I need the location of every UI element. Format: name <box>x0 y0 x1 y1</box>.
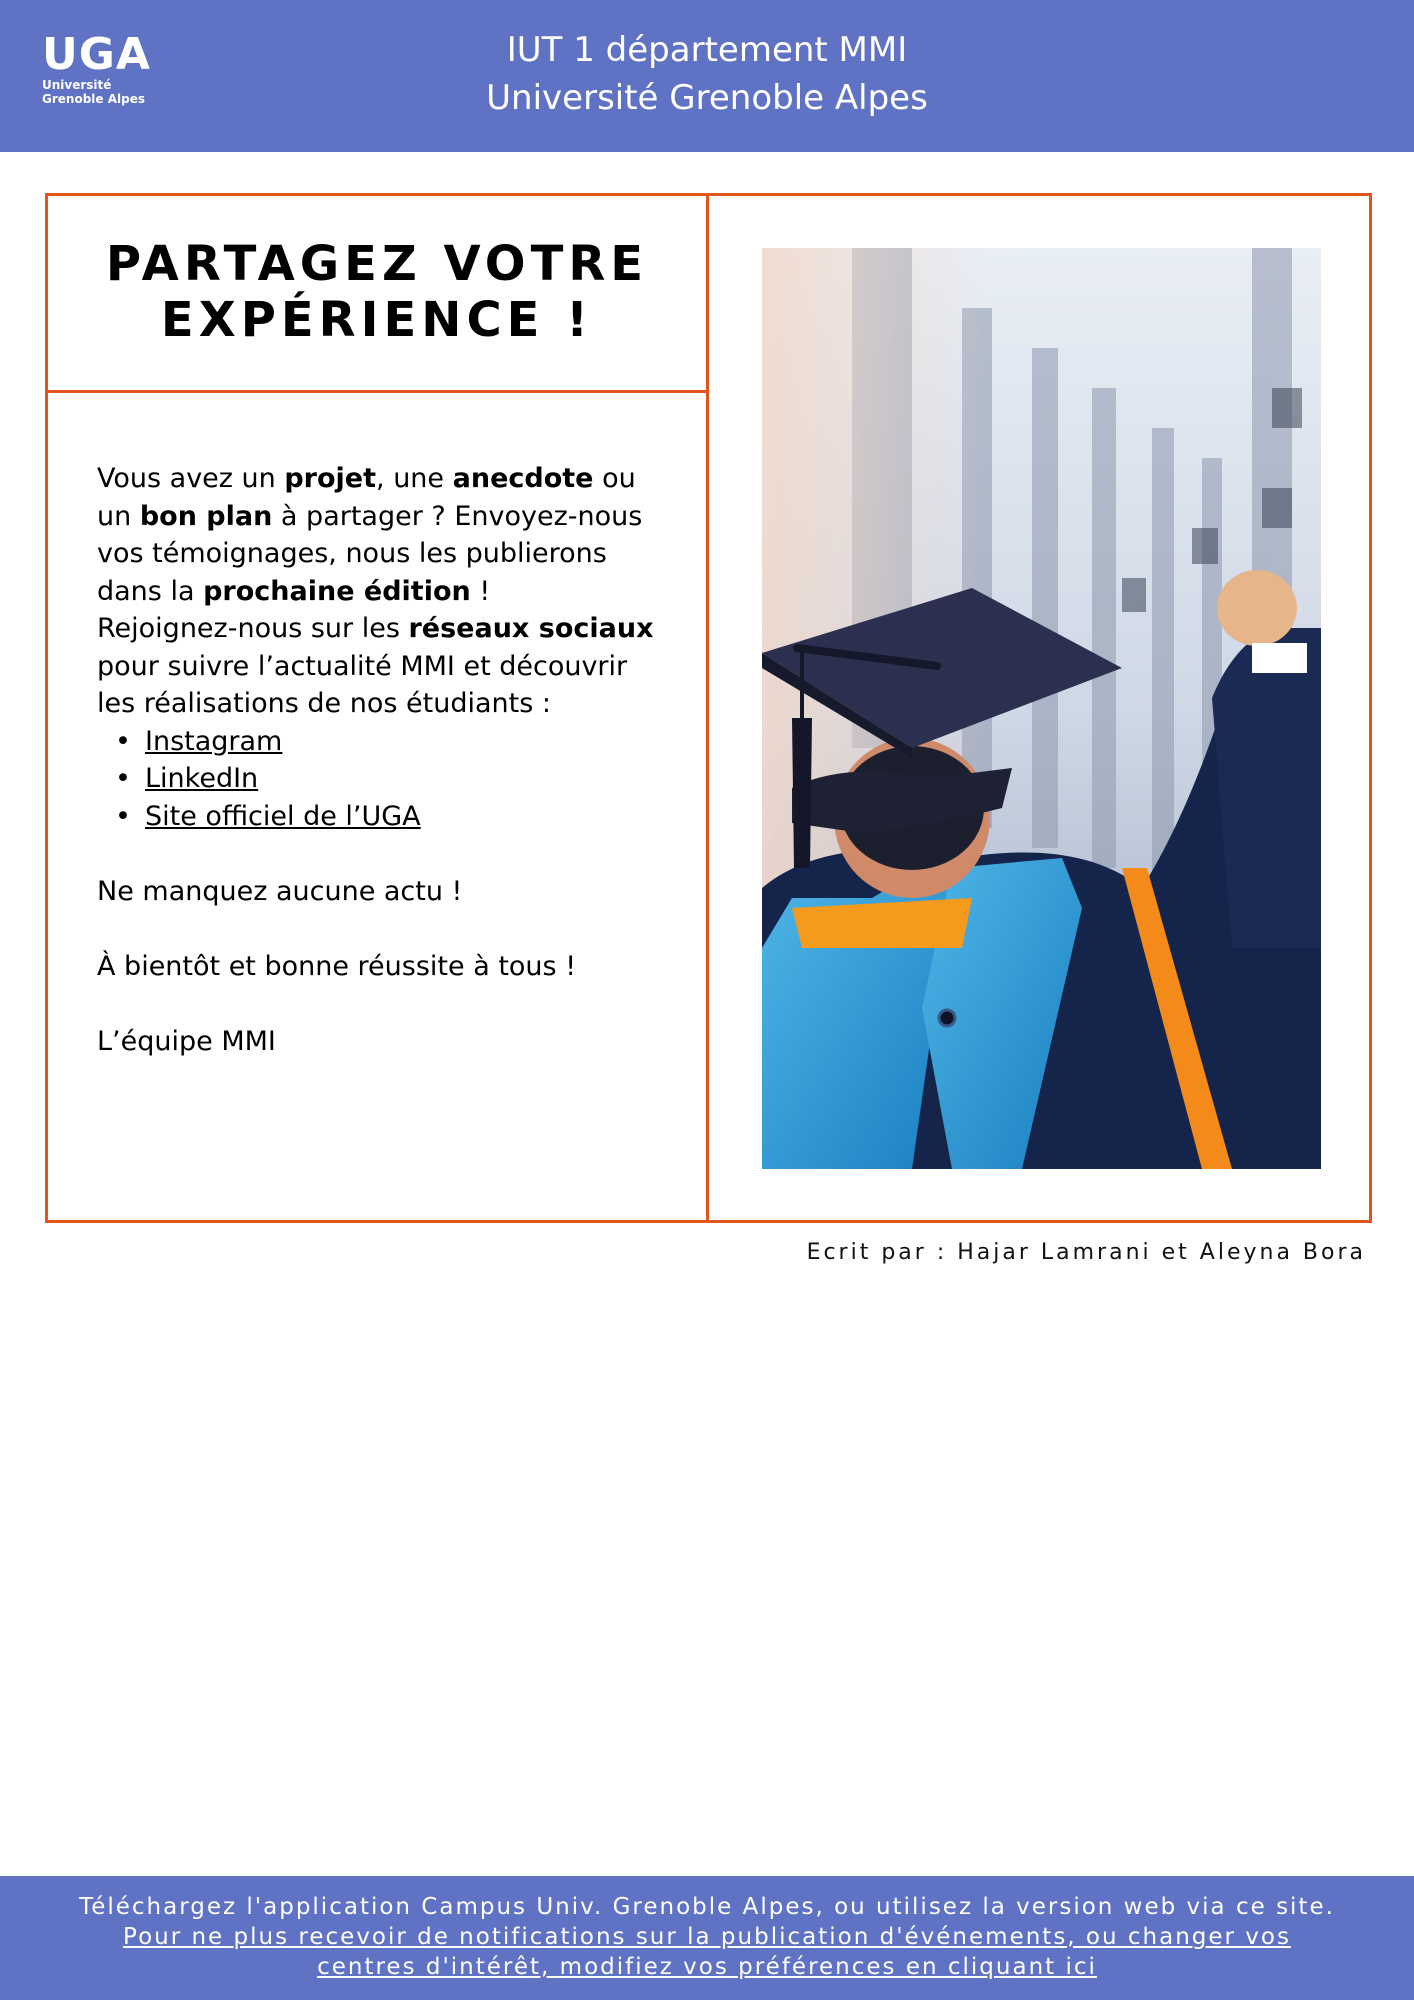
linkedin-link[interactable]: LinkedIn <box>145 763 259 794</box>
section-title: PARTAGEZ VOTRE EXPÉRIENCE ! <box>105 236 649 348</box>
page-header-title <box>0 26 1414 122</box>
preferences-link[interactable]: Pour ne plus recevoir de notifications sur la publication d'événements, ou changer vos centres d'intérêt, modifiez vos préférences en cliquant ici <box>123 1924 1291 1980</box>
graduate-photo <box>762 248 1321 1169</box>
logo-wordmark: UGA <box>42 29 151 80</box>
uga-site-link[interactable]: Site officiel de l’UGA <box>145 800 421 832</box>
line-bientot: À bientôt et bonne réussite à tous ! <box>97 950 577 982</box>
social-links-list <box>97 723 657 836</box>
vertical-divider <box>706 193 709 1223</box>
article-body <box>97 460 657 1060</box>
header-title-line1: IUT 1 département MMI <box>506 30 908 70</box>
logo-subtitle: Université Grenoble Alpes <box>42 78 145 106</box>
paragraph-social: Rejoignez-nous sur les réseaux sociaux pour suivre l’actualité MMI et découvrir les réalisations de nos étudiants : <box>97 613 654 719</box>
paragraph-share: Vous avez un projet, une anecdote ou un bon plan à partager ? Envoyez-nous vos témoignages, nous les publierons dans la prochaine édition ! <box>97 463 643 607</box>
list-item <box>97 798 657 836</box>
instagram-link[interactable]: Instagram <box>145 725 283 757</box>
list-item <box>97 723 657 761</box>
author-credit: Ecrit par : Hajar Lamrani et Aleyna Bora <box>806 1240 1366 1265</box>
header-banner <box>0 0 1414 152</box>
footer-text: Téléchargez l'application Campus Univ. Grenoble Alpes, ou utilisez la version web via ce site. <box>79 1894 1335 1920</box>
footer-banner <box>0 1876 1414 2000</box>
line-actu: Ne manquez aucune actu ! <box>97 875 463 907</box>
list-item <box>97 760 657 798</box>
horizontal-divider <box>45 390 709 393</box>
header-title-line2: Université Grenoble Alpes <box>486 78 928 118</box>
signature: L’équipe MMI <box>97 1025 276 1057</box>
